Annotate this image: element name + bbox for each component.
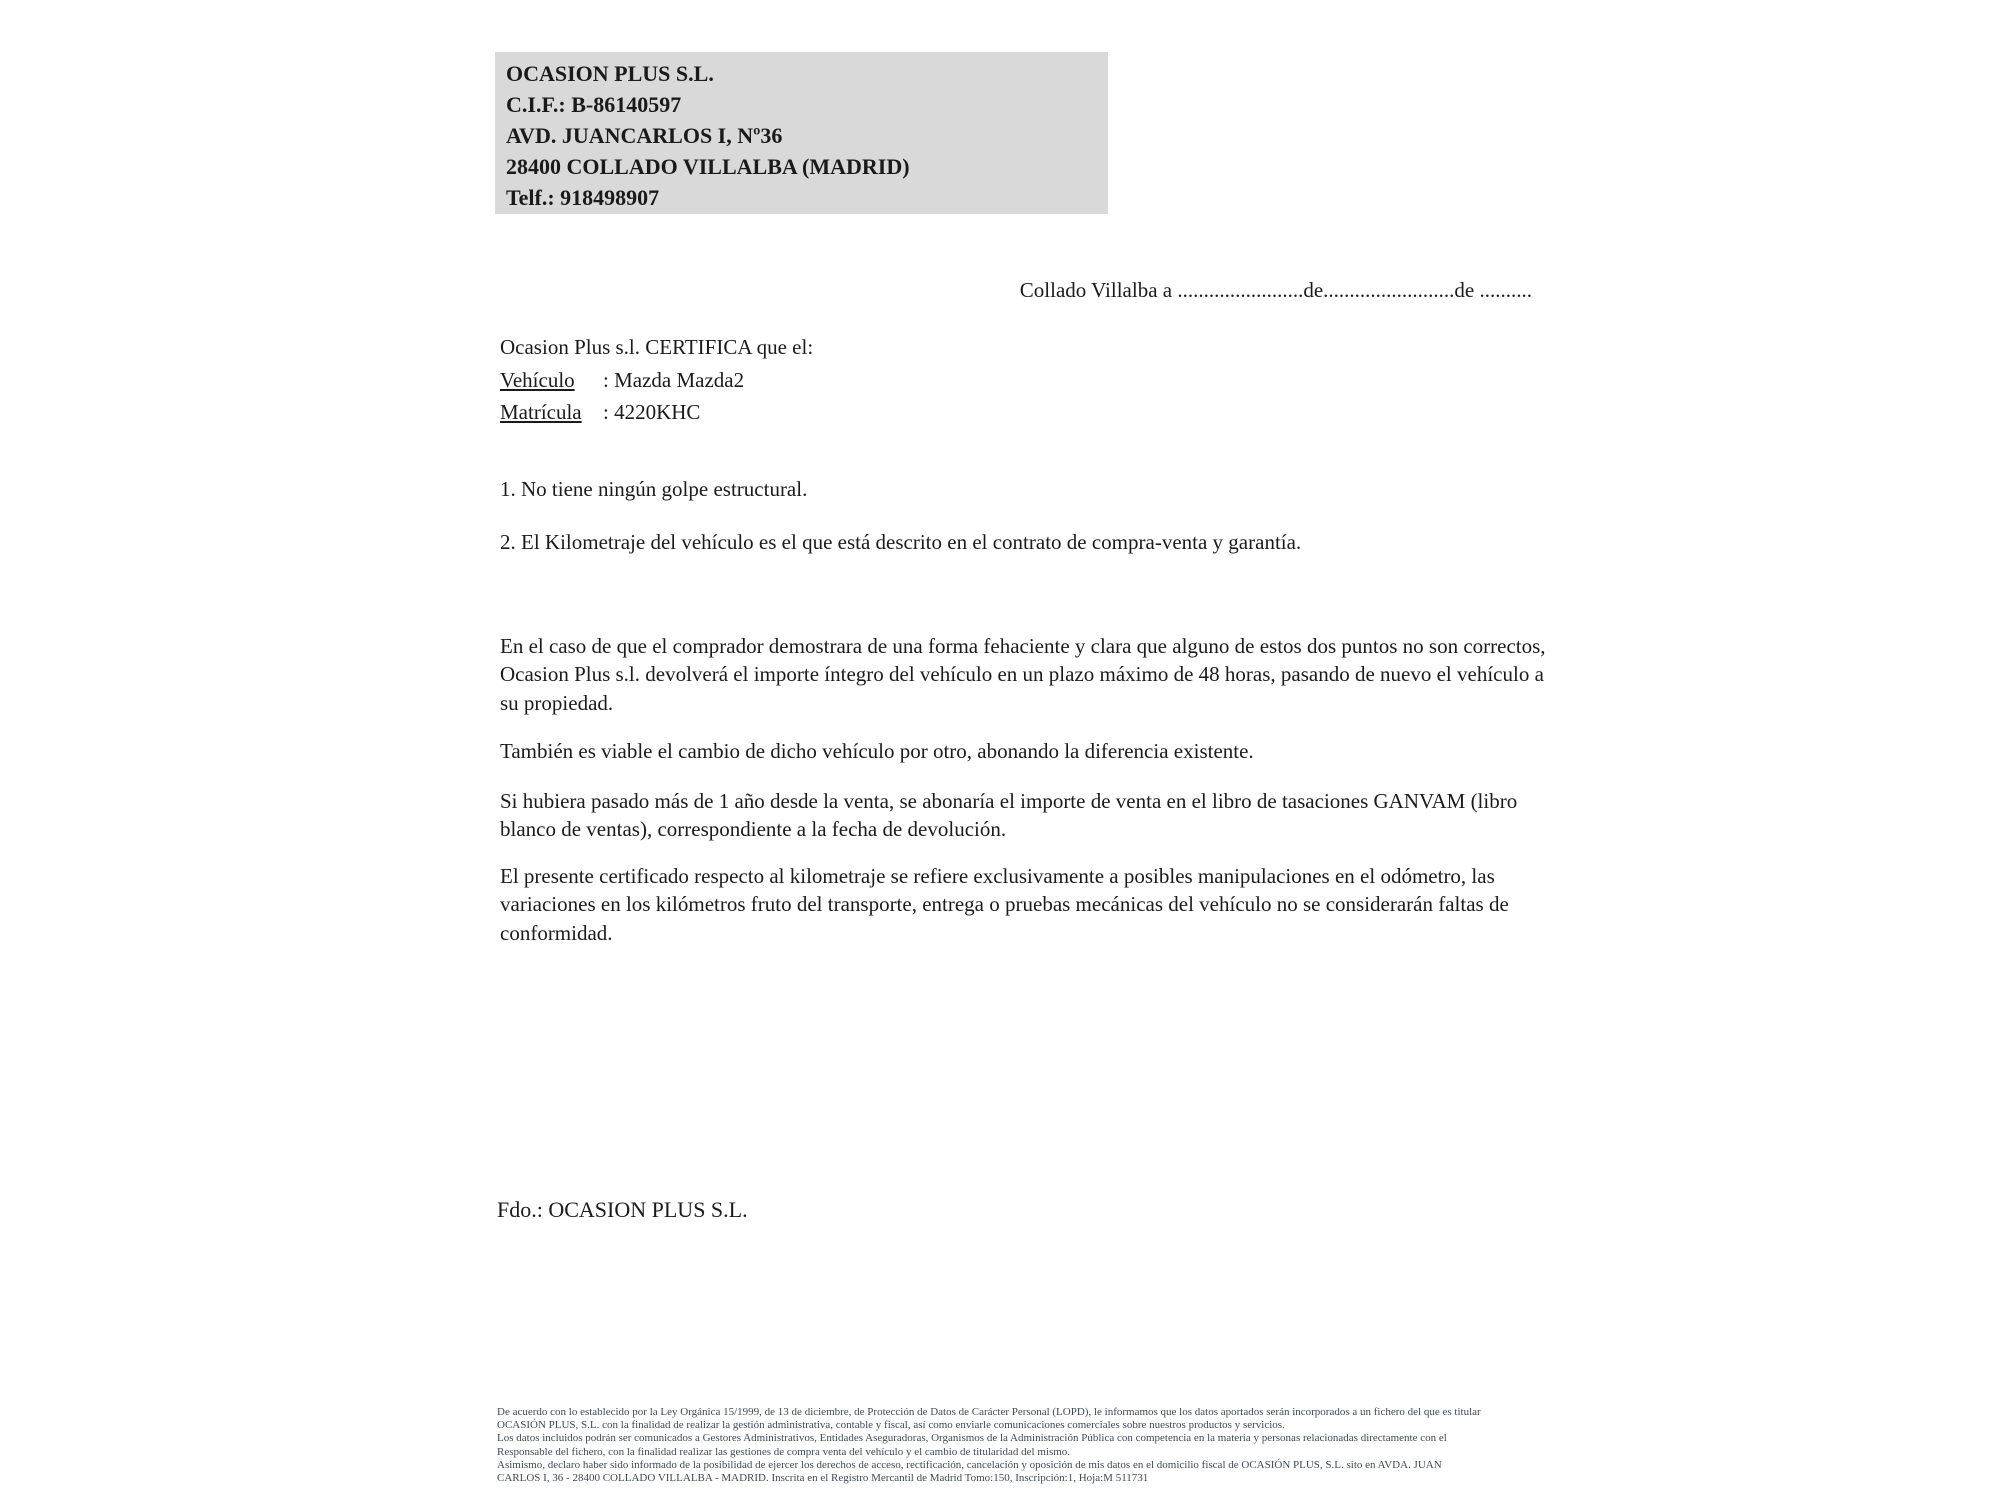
vehicle-label: Vehículo [500,367,575,392]
point-item-2: 2. El Kilometraje del vehículo es el que está descrito en el contrato de compra-venta y garantía. [500,530,1302,554]
company-cif: C.I.F.: B-86140597 [506,92,682,117]
legal-line-4: Responsable del fichero, con la finalidad realizar las gestiones de compra venta del vehículo y el cambio de titularidad del mismo. [497,1445,1071,1458]
paragraph-odometer-scope: El presente certificado respecto al kilometraje se refiere exclusivamente a posibles manipulaciones en el odómetro, las variaciones en los kilómetros fruto del transporte, entrega o pruebas mecánicas del vehículo no se considerarán faltas de conformidad. [500,864,1509,945]
plate-label: Matrícula [500,400,582,424]
plate-value: : 4220KHC [603,400,701,424]
company-address: AVD. JUANCARLOS I, Nº36 [506,123,783,148]
company-header-block [495,52,1108,214]
certificate-block [500,331,813,429]
company-name: OCASION PLUS S.L. [506,61,714,86]
legal-line-5: Asimismo, declaro haber sido informado de la posibilidad de ejercer los derechos de acceso, rectificación, cancelación y oposición de mis datos en el domicilio fiscal de OCASIÓN PLUS, S.L. sito en AVDA. JUAN [497,1458,1442,1471]
paragraph-ganvam-valuation: Si hubiera pasado más de 1 año desde la venta, se abonaría el importe de venta en el libro de tasaciones GANVAM (libro blanco de ventas), correspondiente a la fecha de devolución. [500,789,1518,842]
paragraph-refund-terms: En el caso de que el comprador demostrara de una forma fehaciente y clara que alguno de estos dos puntos no son correctos, Ocasion Plus s.l. devolverá el importe íntegro del vehículo en un plazo máximo de 48 horas, pasando de nuevo el vehículo a su propiedad. [500,634,1546,715]
point-item-1: 1. No tiene ningún golpe estructural. [500,477,808,501]
legal-line-2: OCASIÓN PLUS, S.L. con la finalidad de realizar la gestión administrativa, contable y fiscal, así como enviarle comunicaciones comerciales sobre nuestros productos y servicios. [497,1419,1285,1432]
company-phone: Telf.: 918498907 [506,185,660,210]
certificate-intro: Ocasion Plus s.l. CERTIFICA que el: [500,335,814,359]
legal-line-6: CARLOS I, 36 - 28400 COLLADO VILLALBA - MADRID. Inscrita en el Registro Mercantil de Madrid Tomo:150, Inscripción:1, Hoja:M 511731 [497,1472,1149,1485]
vehicle-label-box [500,364,603,397]
signature-line: Fdo.: OCASION PLUS S.L. [497,1197,748,1222]
date-line: Collado Villalba a ........................de.........................de .......... [1019,278,1532,302]
vehicle-value: : Mazda Mazda2 [603,367,745,392]
vehicle-row [500,364,813,397]
legal-footer [497,1406,1481,1485]
plate-row [500,396,813,429]
plate-label-box [500,396,603,429]
legal-line-1: De acuerdo con lo establecido por la Ley Orgánica 15/1999, de 13 de diciembre, de Protección de Datos de Carácter Personal (LOPD), le informamos que los datos aportados serán incorporados a un fichero del que es titular [497,1406,1481,1418]
legal-line-3: Los datos incluidos podrán ser comunicados a Gestores Administrativos, Entidades Aseguradoras, Organismos de la Administración Pública con competencia en la materia y personas relacionadas directamente con el [497,1432,1447,1445]
paragraph-exchange-option: También es viable el cambio de dicho vehículo por otro, abonando la diferencia existente. [500,739,1254,763]
company-city: 28400 COLLADO VILLALBA (MADRID) [506,154,910,179]
